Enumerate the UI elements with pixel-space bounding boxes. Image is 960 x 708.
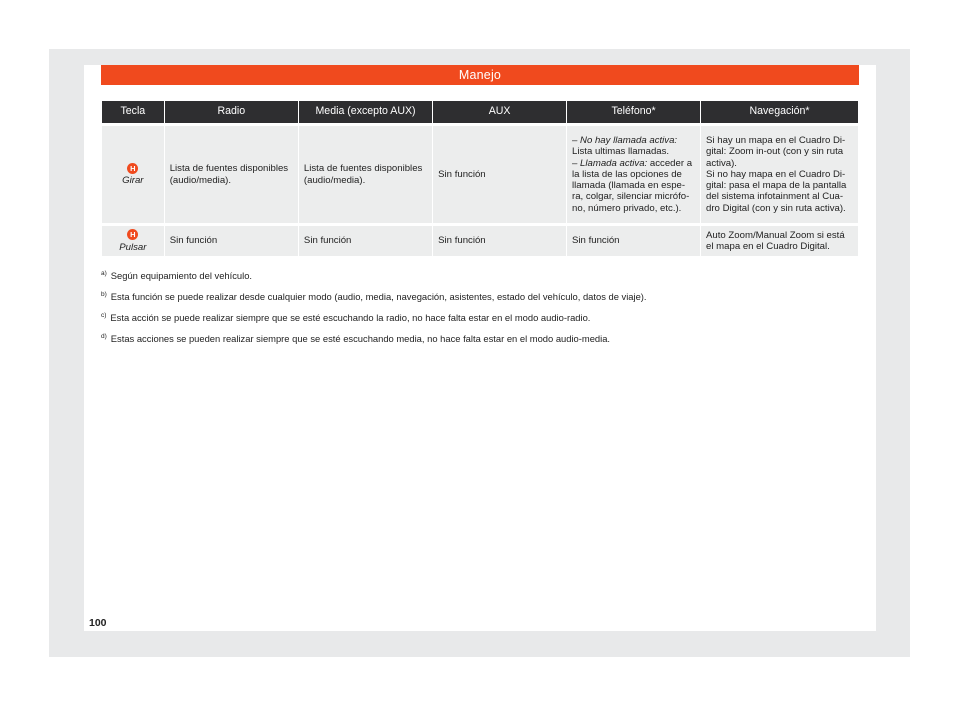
footnote-mark: d) (101, 333, 107, 341)
aux-cell: Sin función (433, 123, 566, 223)
column-header: Radio (165, 101, 298, 123)
h-button-icon: H (127, 229, 138, 240)
column-header: Media (excepto AUX) (299, 101, 432, 123)
table-row (102, 223, 858, 256)
table-row (102, 123, 858, 223)
key-cell (102, 223, 164, 256)
footnote-mark: c) (101, 312, 107, 320)
footnote (101, 289, 861, 303)
footnote-text: Según equipamiento del vehículo. (110, 270, 253, 282)
phone-cell (567, 123, 700, 223)
phone-condition-text: Lista ultimas llamadas. (572, 146, 670, 158)
nav-cell: Auto Zoom/Manual Zoom si está el mapa en el Cuadro Digital. (701, 223, 858, 256)
radio-cell: Sin función (165, 223, 298, 256)
footnotes (101, 268, 861, 353)
phone-cell: Sin función (567, 223, 700, 256)
column-header: Navegación* (701, 101, 858, 123)
key-cell (102, 123, 164, 223)
page-number: 100 (89, 617, 107, 629)
radio-cell: Lista de fuentes disponibles (audio/media). (165, 123, 298, 223)
footnote-text: Estas acciones se pueden realizar siempre que se esté escuchando media, no hace falta estar en el modo audio-media. (110, 333, 611, 345)
table-header-row (102, 101, 858, 123)
media-cell: Lista de fuentes disponibles (audio/media). (299, 123, 432, 223)
aux-cell: Sin función (433, 223, 566, 256)
controls-table (101, 101, 859, 256)
footnote-mark: a) (101, 270, 107, 277)
phone-condition-label: – No hay llamada activa: (572, 135, 678, 147)
key-action-label: Pulsar (119, 241, 147, 253)
footnote-text: Esta acción se puede realizar siempre que se esté escuchando la radio, no hace falta estar en el modo audio-radio. (110, 312, 591, 324)
footnote-text: Esta función se puede realizar desde cualquier modo (audio, media, navegación, asistentes, estado del vehículo, datos de viaje). (110, 291, 647, 303)
h-button-icon: H (127, 163, 138, 174)
column-header: Teléfono* (567, 101, 700, 123)
footnote (101, 310, 861, 324)
footnote-mark: b) (101, 291, 107, 299)
footnote (101, 331, 861, 345)
nav-cell: Si hay un mapa en el Cuadro Di-gital: Zoom in-out (con y sin ruta activa). Si no hay mapa en el Cuadro Di-gital: pasa el mapa de la pantalla del sistema infotainment al Cua-dro Digital (con y sin ruta activa). (701, 123, 858, 223)
column-header: Tecla (102, 101, 164, 123)
phone-condition-label: – Llamada activa: (572, 157, 648, 169)
column-header: AUX (433, 101, 566, 123)
section-header: Manejo (101, 65, 859, 85)
phone-condition-text: acceder a la lista de las opciones de llamada (llamada en espe-ra, colgar, silenciar micrófo-no, número privado, etc.). (572, 157, 693, 214)
key-action-label: Girar (122, 175, 144, 186)
media-cell: Sin función (299, 223, 432, 256)
footnote (101, 268, 861, 282)
